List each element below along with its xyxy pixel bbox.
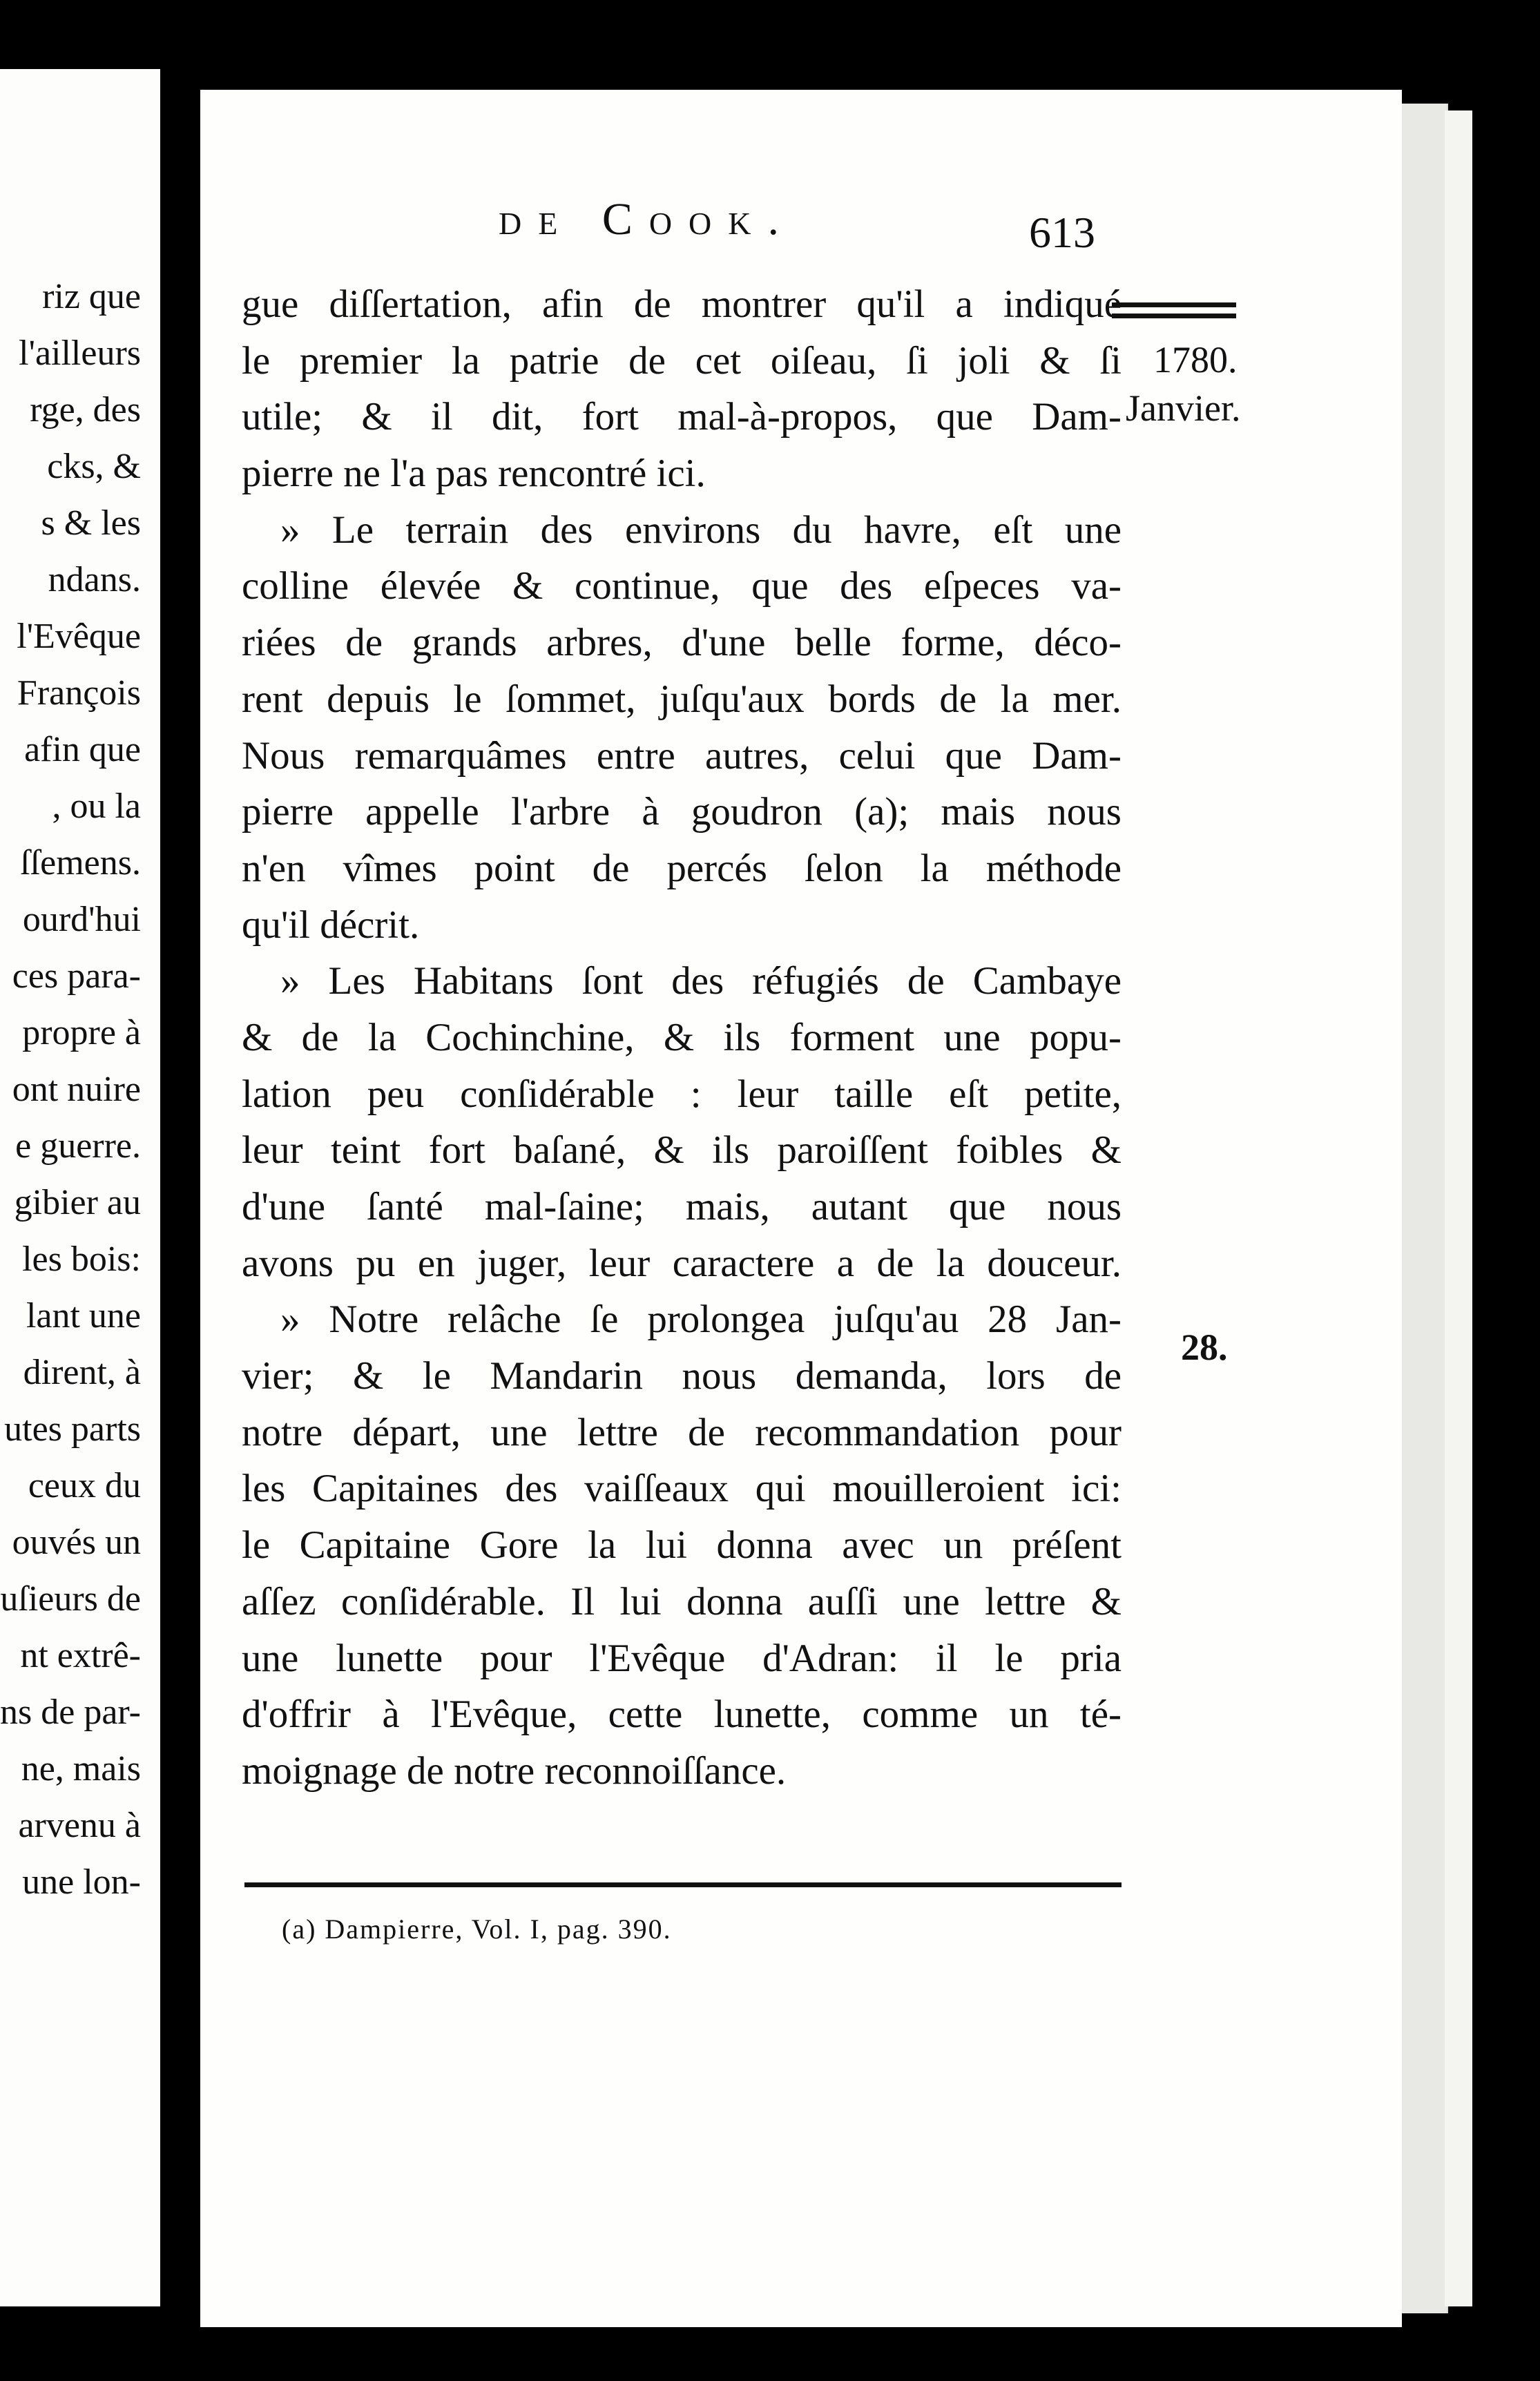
text-line: pierre ne l'a pas rencontré ici. xyxy=(242,452,706,496)
page-edge xyxy=(1396,104,1448,2313)
left-page-fragment: François xyxy=(17,673,141,713)
footnote: (a) Dampierre, Vol. I, pag. 390. xyxy=(282,1914,672,1945)
margin-note-month: Janvier. xyxy=(1126,387,1241,429)
text-line: lation peu conſidérable : leur taille eſt petite, xyxy=(242,1072,1122,1116)
text-line: d'une ſanté mal-ſaine; mais, autant que nous xyxy=(242,1185,1122,1228)
left-page-fragment: utes parts xyxy=(4,1409,141,1449)
left-page-fragment: ont nuire xyxy=(12,1070,141,1109)
left-page-fragment: s & les xyxy=(41,503,141,543)
text-line: gue diſſertation, afin de montrer qu'il a indiqué xyxy=(242,282,1122,326)
left-page-fragment: , ou la xyxy=(52,787,141,826)
left-page-fragment: propre à xyxy=(22,1013,141,1052)
left-page-fragment: ces para- xyxy=(12,956,141,996)
text-line: avons pu en juger, leur caractere a de la douceur. xyxy=(242,1241,1122,1285)
left-page-fragment: ſſemens. xyxy=(20,843,141,883)
left-page-fragment: ne, mais xyxy=(21,1749,141,1789)
left-page-fragment: ndans. xyxy=(48,560,141,599)
text-line: utile; & il dit, fort mal-à-propos, que Dam- xyxy=(242,395,1122,439)
left-page-fragment: l'Evêque xyxy=(17,617,141,656)
text-line: d'offrir à l'Evêque, cette lunette, comme un té- xyxy=(242,1693,1122,1737)
book-gutter xyxy=(160,0,200,2381)
left-page-fragment: afin que xyxy=(24,730,141,769)
page-edge-outer xyxy=(1445,110,1472,2306)
left-page-fragment: cks, & xyxy=(47,447,141,486)
running-head: de Cook. xyxy=(499,194,796,244)
left-page-fragment: riz que xyxy=(42,277,141,316)
left-page-fragment: ceux du xyxy=(28,1466,141,1505)
left-page-fragment: e guerre. xyxy=(15,1126,141,1166)
left-page-fragment: arvenu à xyxy=(18,1806,141,1845)
text-line: vier; & le Mandarin nous demanda, lors de xyxy=(242,1354,1122,1398)
text-line: le Capitaine Gore la lui donna avec un préſent xyxy=(242,1523,1122,1568)
text-line: colline élevée & continue, que des eſpeces va- xyxy=(242,564,1122,608)
left-page-fragment: ns de par- xyxy=(0,1693,141,1732)
text-line: riées de grands arbres, d'une belle forme, déco- xyxy=(242,621,1122,665)
left-page-fragment: l'ailleurs xyxy=(19,334,141,373)
text-line: qu'il décrit. xyxy=(242,903,420,947)
text-line: une lunette pour l'Evêque d'Adran: il le pria xyxy=(242,1636,1122,1680)
left-page-fragment: dirent, à xyxy=(23,1353,141,1392)
page-number: 613 xyxy=(1029,208,1095,257)
left-facing-page xyxy=(0,69,160,2306)
margin-rule xyxy=(1112,302,1236,307)
left-page-fragment: gibier au xyxy=(14,1183,141,1222)
left-page-fragment: ouvés un xyxy=(12,1523,141,1562)
margin-note-year: 1780. xyxy=(1153,339,1238,380)
text-line: les Capitaines des vaiſſeaux qui mouilleroient ici: xyxy=(242,1467,1122,1511)
text-line: rent depuis le ſommet, juſqu'aux bords de la mer. xyxy=(242,677,1122,721)
text-line: leur teint fort baſané, & ils paroiſſent foibles & xyxy=(242,1128,1122,1173)
left-page-fragment: rge, des xyxy=(30,390,141,430)
text-line: pierre appelle l'arbre à goudron (a); mais nous xyxy=(242,790,1122,834)
left-page-fragment: uſieurs de xyxy=(0,1579,141,1619)
text-line: le premier la patrie de cet oiſeau, ſi joli & ſi xyxy=(242,338,1122,383)
page-top-shadow xyxy=(200,69,1402,90)
text-line: & de la Cochinchine, & ils forment une popu- xyxy=(242,1015,1122,1059)
text-line: notre départ, une lettre de recommandation pour xyxy=(242,1410,1122,1454)
text-line: » Notre relâche ſe prolongea juſqu'au 28 Jan- xyxy=(280,1298,1122,1342)
margin-note-day: 28. xyxy=(1181,1327,1228,1368)
text-line: » Les Habitans ſont des réfugiés de Cambaye xyxy=(280,959,1122,1003)
text-line: moignage de notre reconnoiſſance. xyxy=(242,1748,787,1793)
footnote-rule xyxy=(244,1882,1122,1887)
body-text xyxy=(242,276,1122,1800)
left-page-fragment: une lon- xyxy=(22,1862,141,1902)
text-line: aſſez conſidérable. Il lui donna auſſi une lettre & xyxy=(242,1579,1122,1623)
left-page-fragment: lant une xyxy=(26,1296,141,1336)
text-line: » Le terrain des environs du havre, eſt une xyxy=(280,508,1122,552)
left-page-fragment: ourd'hui xyxy=(22,900,141,939)
left-page-fragment: nt extrê- xyxy=(20,1636,141,1675)
margin-rule xyxy=(1112,314,1236,318)
main-page xyxy=(200,90,1402,2327)
text-line: Nous remarquâmes entre autres, celui que Dam- xyxy=(242,733,1122,778)
text-line: n'en vîmes point de percés ſelon la méthode xyxy=(242,846,1122,890)
left-page-fragment: les bois: xyxy=(22,1240,141,1279)
